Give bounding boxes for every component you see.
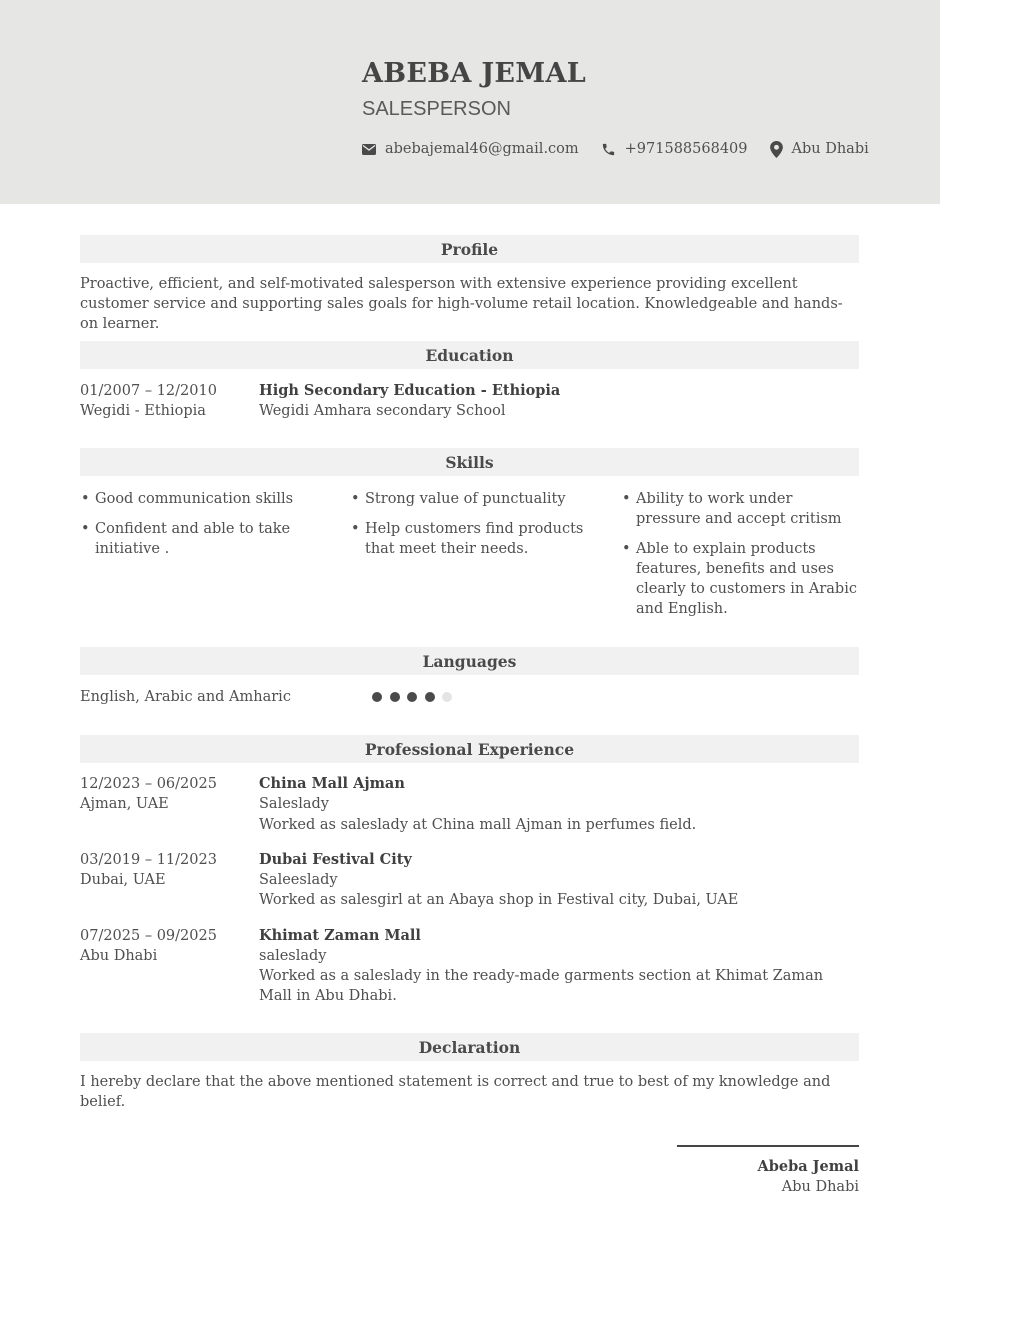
education-location: Wegidi - Ethiopia xyxy=(80,403,206,419)
education-dates: 01/2007 – 12/2010 xyxy=(80,383,217,399)
skill-item: • Ability to work under pressure and accept critism xyxy=(621,489,859,529)
experience-role: Saleslady xyxy=(259,796,329,812)
signature-name: Abeba Jemal xyxy=(757,1158,859,1175)
rating-dot-filled xyxy=(407,692,417,702)
location-pin-icon xyxy=(770,141,792,158)
experience-role: saleslady xyxy=(259,948,327,964)
resume-header xyxy=(0,0,940,204)
candidate-title: SALESPERSON xyxy=(362,98,511,120)
language-level-rating xyxy=(372,692,460,702)
envelope-icon xyxy=(362,144,385,155)
skills-column-3 xyxy=(621,489,859,629)
experience-location: Dubai, UAE xyxy=(80,872,166,888)
declaration-heading: Declaration xyxy=(80,1033,859,1061)
experience-description: Worked as salesgirl at an Abaya shop in Festival city, Dubai, UAE xyxy=(259,892,739,908)
candidate-name: ABEBA JEMAL xyxy=(362,58,586,89)
experience-employer: Dubai Festival City xyxy=(259,851,412,868)
skill-item: • Confident and able to take initiative . xyxy=(80,519,320,559)
education-school: Wegidi Amhara secondary School xyxy=(259,403,506,419)
experience-heading: Professional Experience xyxy=(80,735,859,763)
contact-email[interactable] xyxy=(362,141,579,157)
experience-employer: China Mall Ajman xyxy=(259,775,405,792)
experience-description: Worked as a saleslady in the ready-made garments section at Khimat Zaman Mall in Abu Dhabi. xyxy=(259,968,824,1004)
signature-line xyxy=(677,1145,859,1147)
experience-description: Worked as saleslady at China mall Ajman in perfumes field. xyxy=(259,817,697,833)
skills-column-1 xyxy=(80,489,320,569)
skill-item: • Good communication skills xyxy=(80,489,320,509)
email-text: abebajemal46@gmail.com xyxy=(385,141,579,157)
phone-icon xyxy=(601,142,625,157)
contact-phone[interactable] xyxy=(601,141,748,157)
experience-dates: 12/2023 – 06/2025 xyxy=(80,776,217,792)
skill-item: • Strong value of punctuality xyxy=(350,489,590,509)
skills-column-2 xyxy=(350,489,590,569)
rating-dot-filled xyxy=(390,692,400,702)
profile-text: Proactive, efficient, and self-motivated salesperson with extensive experience providing excellent customer service and supporting sales goals for high-volume retail location. Knowledgeable and hands-on learner. xyxy=(80,276,843,332)
location-text: Abu Dhabi xyxy=(791,141,869,157)
languages-heading: Languages xyxy=(80,647,859,675)
contact-row xyxy=(362,138,869,160)
skill-item: • Help customers find products that meet their needs. xyxy=(350,519,590,559)
language-name: English, Arabic and Amharic xyxy=(80,689,291,705)
education-degree: High Secondary Education - Ethiopia xyxy=(259,382,561,399)
rating-dot-filled xyxy=(425,692,435,702)
experience-role: Saleeslady xyxy=(259,872,338,888)
contact-location xyxy=(770,141,869,158)
experience-location: Ajman, UAE xyxy=(80,796,169,812)
experience-employer: Khimat Zaman Mall xyxy=(259,927,421,944)
phone-text: +971588568409 xyxy=(624,141,748,157)
experience-dates: 07/2025 – 09/2025 xyxy=(80,928,217,944)
declaration-text: I hereby declare that the above mentioned statement is correct and true to best of my knowledge and belief. xyxy=(80,1074,831,1110)
skills-heading: Skills xyxy=(80,448,859,476)
rating-dot-empty xyxy=(442,692,452,702)
education-heading: Education xyxy=(80,341,859,369)
skill-item: • Able to explain products features, benefits and uses clearly to customers in Arabic and English. xyxy=(621,539,859,619)
signature-place: Abu Dhabi xyxy=(781,1179,859,1195)
experience-location: Abu Dhabi xyxy=(80,948,158,964)
rating-dot-filled xyxy=(372,692,382,702)
experience-dates: 03/2019 – 11/2023 xyxy=(80,852,217,868)
profile-heading: Profile xyxy=(80,235,859,263)
